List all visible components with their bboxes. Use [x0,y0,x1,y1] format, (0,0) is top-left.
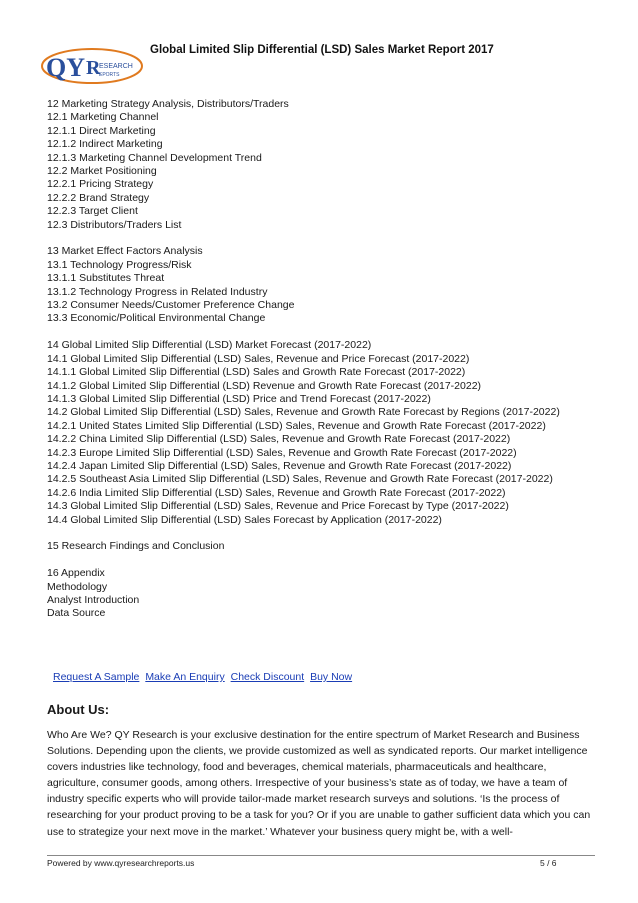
toc-group [47,567,607,621]
toc-line: 12 Marketing Strategy Analysis, Distributors/Traders [47,98,289,110]
report-title: Global Limited Slip Differential (LSD) Sales Market Report 2017 [150,44,494,56]
toc-line: 12.1 Marketing Channel [47,111,159,124]
toc-line: 14.1.3 Global Limited Slip Differential (LSD) Price and Trend Forecast (2017-2022) [47,392,431,405]
toc-line: 14 Global Limited Slip Differential (LSD) Market Forecast (2017-2022) [47,339,372,352]
toc-line: 14.3 Global Limited Slip Differential (LSD) Sales, Revenue and Price Forecast by Type (2017-2022) [47,500,509,513]
toc-line: 12.1.2 Indirect Marketing [47,138,163,151]
toc-line: 14.2.2 China Limited Slip Differential (LSD) Sales, Revenue and Growth Rate Forecast (2017-2022) [47,433,511,446]
logo-qy-text: QY [46,53,85,82]
toc-line: 14.1.2 Global Limited Slip Differential (LSD) Revenue and Growth Rate Forecast (2017-2022) [47,379,482,392]
toc-line: 12.1.3 Marketing Channel Development Trend [47,151,262,164]
action-links [53,671,355,683]
request-sample-link[interactable]: Request A Sample [53,671,140,683]
toc-line: 14.1.1 Global Limited Slip Differential (LSD) Sales and Growth Rate Forecast (2017-2022) [47,366,466,379]
toc-line: 13.1.1 Substitutes Threat [47,272,165,285]
footer-divider [47,855,595,856]
toc-line: 13 Market Effect Factors Analysis [47,245,203,258]
toc-line: 12.2.2 Brand Strategy [47,191,150,204]
toc-line: 15 Research Findings and Conclusion [47,540,225,553]
buy-now-link[interactable]: Buy Now [310,671,353,683]
toc-line: 14.2.6 India Limited Slip Differential (LSD) Sales, Revenue and Growth Rate Forecast (2017-2022) [47,486,506,499]
toc-line: Methodology [47,580,108,593]
about-heading: About Us: [47,702,110,717]
toc-line: 13.3 Economic/Political Environmental Change [47,312,266,325]
check-discount-link[interactable]: Check Discount [230,671,305,683]
toc-line: 12.2.1 Pricing Strategy [47,178,154,191]
toc-line: 13.1 Technology Progress/Risk [47,258,192,271]
toc-group [47,540,607,553]
toc-line: Analyst Introduction [47,593,140,606]
toc-line: 13.2 Consumer Needs/Customer Preference Change [47,299,295,312]
toc-line: 14.1 Global Limited Slip Differential (LSD) Sales, Revenue and Price Forecast (2017-2022) [47,352,470,365]
footer-powered-by: Powered by www.qyresearchreports.us [47,858,195,868]
toc-line: 12.2.3 Target Client [47,205,138,218]
toc-line: 14.2.4 Japan Limited Slip Differential (LSD) Sales, Revenue and Growth Rate Forecast (2017-2022) [47,459,512,472]
logo-research-text: ESEARCH [99,63,133,70]
table-of-contents [47,98,607,634]
toc-group [47,245,607,325]
about-paragraph: Who Are We? QY Research is your exclusive destination for the entire spectrum of Market Research and Business Solutions. Depending upon the clients, we provide customized as well as syndicated reports. Our market intelligence covers industries like technology, food and beverages, chemical materials, pharmaceuticals and healthcare, agriculture, consumer goods, among others. Irrespective of your business’s state as of today, we have a team of industry specific experts who will provide tailor-made market research surveys and solutions. ‘Is the process of researching for your product proving to be a task for you? Or if you are unable to gather sufficient data which you can use to strategize your next move in the market.’ Whatever your business query might be, with a well- [47,729,591,838]
toc-line: 12.2 Market Positioning [47,165,157,178]
logo-r-text: R [86,57,101,79]
toc-line: 14.2.1 United States Limited Slip Differential (LSD) Sales, Revenue and Growth Rate Forecast (2017-2022) [47,419,546,432]
toc-line: Data Source [47,607,106,620]
qy-research-logo [40,40,152,90]
toc-line: 14.2.5 Southeast Asia Limited Slip Differential (LSD) Sales, Revenue and Growth Rate Forecast (2017-2022) [47,473,553,486]
toc-line: 13.1.2 Technology Progress in Related Industry [47,285,268,298]
make-enquiry-link[interactable]: Make An Enquiry [145,671,225,683]
toc-line: 12.1.1 Direct Marketing [47,124,156,137]
logo-reports-text: EPORTS [99,72,120,78]
toc-line: 14.4 Global Limited Slip Differential (LSD) Sales Forecast by Application (2017-2022) [47,513,442,526]
toc-line: 12.3 Distributors/Traders List [47,218,182,231]
toc-group [47,339,607,527]
toc-group [47,98,607,232]
page-number: 5 / 6 [540,858,557,868]
toc-line: 14.2.3 Europe Limited Slip Differential (LSD) Sales, Revenue and Growth Rate Forecast (2017-2022) [47,446,517,459]
toc-line: 16 Appendix [47,567,105,580]
toc-line: 14.2 Global Limited Slip Differential (LSD) Sales, Revenue and Growth Rate Forecast by Regions (2017-2022) [47,406,560,419]
